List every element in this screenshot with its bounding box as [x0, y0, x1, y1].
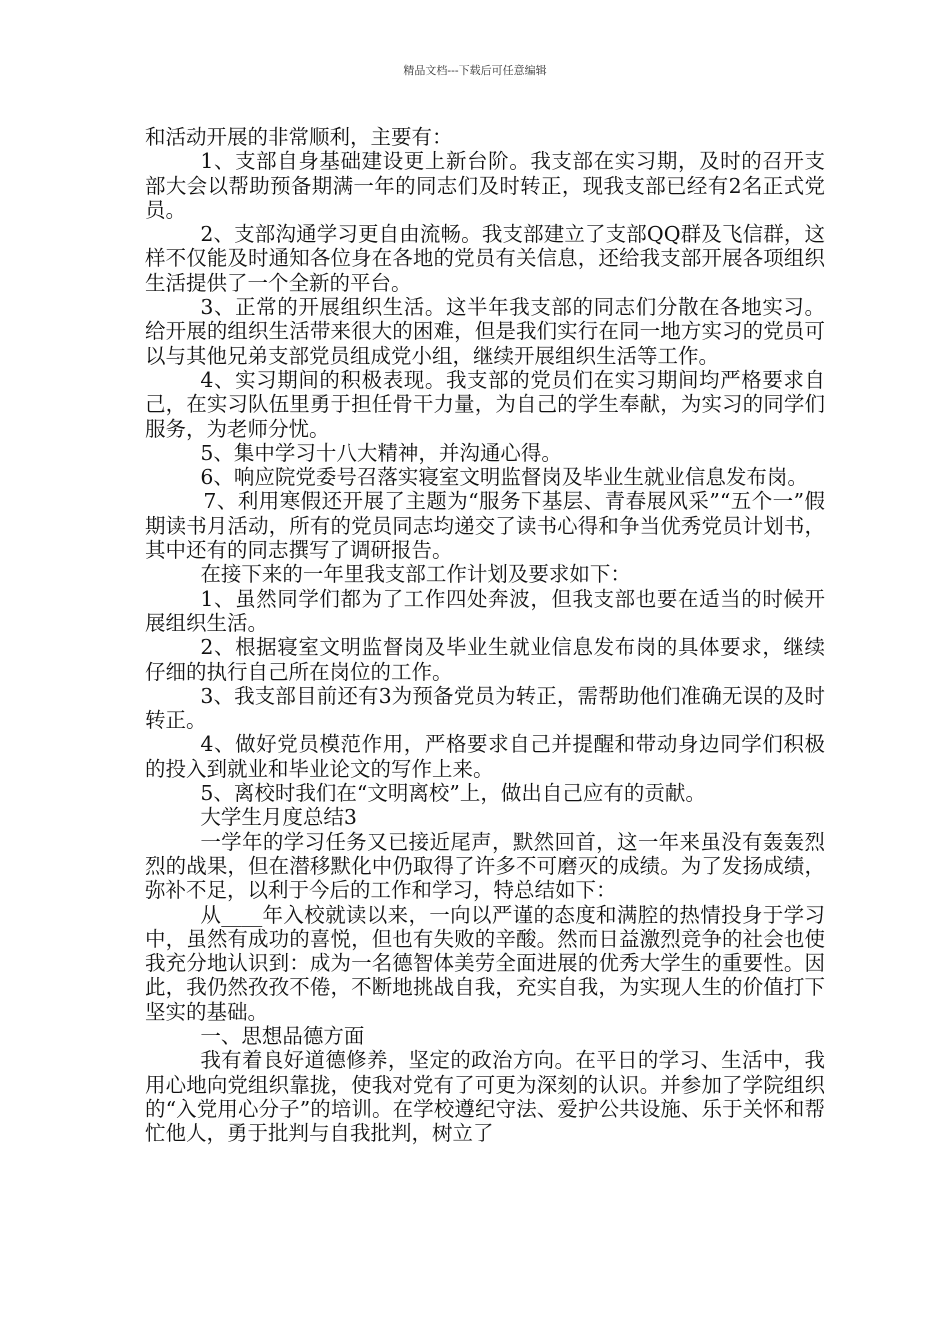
- page-header: 精品文档---下载后可任意编辑: [403, 64, 547, 77]
- paragraph-item: 3、我支部目前还有3为预备党员为转正，需帮助他们准确无误的及时转正。: [145, 683, 825, 733]
- paragraph-item: 5、集中学习十八大精神，并沟通心得。: [200, 440, 562, 465]
- paragraph-item: 1、虽然同学们都为了工作四处奔波，但我支部也要在适当的时候开展组织生活。: [145, 586, 825, 635]
- paragraph-item: 4、实习期间的积极表现。我支部的党员们在实习期间均严格要求自己，在实习队伍里勇于担任骨干力量，为自己的学生奉献，为实习的同学们服务，为老师分忧。: [145, 367, 825, 441]
- paragraph: 我有着良好道德修养，坚定的政治方向。在平日的学习、生活中，我用心地向党组织靠拢，使我对党有了可更为深刻的认识。并参加了学院组织的“入党用心分子”的培训。在学校遵纪守法、爱护公共设施、乐于关怀和帮忙他人，勇于批判与自我批判，树立了: [145, 1048, 825, 1146]
- section-heading: 一、思想品德方面: [200, 1023, 365, 1048]
- paragraph-plan-intro: 在接下来的一年里我支部工作计划及要求如下：: [200, 562, 631, 587]
- paragraph-item: 1、支部自身基础建设更上新台阶。我支部在实习期，及时的召开支部大会以帮助预备期满一年的同志们及时转正，现我支部已经有2名正式党员。: [145, 149, 825, 222]
- paragraph-item: 3、正常的开展组织生活。这半年我支部的同志们分散在各地实习。给开展的组织生活带来很大的困难，但是我们实行在同一地方实习的党员可以与其他兄弟支部党员组成党小组，继续开展组织生活等工作。: [145, 295, 825, 368]
- paragraph-item: 2、支部沟通学习更自由流畅。我支部建立了支部QQ群及飞信群，这样不仅能及时通知各位身在各地的党员有关信息，还给我支部开展各项组织生活提供了一个全新的平台。: [145, 222, 825, 295]
- section-title: 大学生月度总结3: [200, 805, 357, 830]
- paragraph-item: 6、响应院党委号召落实寝室文明监督岗及毕业生就业信息发布岗。: [200, 465, 808, 490]
- paragraph-item: 4、做好党员模范作用，严格要求自己并提醒和带动身边同学们积极的投入到就业和毕业论文的写作上来。: [145, 732, 825, 781]
- paragraph-item: 5、离校时我们在“文明离校”上，做出自己应有的贡献。: [200, 781, 706, 806]
- paragraph-intro: 和活动开展的非常顺利，主要有：: [145, 125, 453, 149]
- paragraph-item: 2、根据寝室文明监督岗及毕业生就业信息发布岗的具体要求，继续仔细的执行自己所在岗位的工作。: [145, 635, 825, 684]
- paragraph-item: 7、利用寒假还开展了主题为“服务下基层、青春展风采”“五个一”假期读书月活动，所有的党员同志均递交了读书心得和争当优秀党员计划书，其中还有的同志撰写了调研报告。: [145, 489, 825, 563]
- paragraph: 一学年的学习任务又已接近尾声，默然回首，这一年来虽没有轰轰烈烈的战果，但在潜移默化中仍取得了许多不可磨灭的成绩。为了发扬成绩，弥补不足，以利于今后的工作和学习，特总结如下：: [145, 829, 825, 903]
- document-body: [145, 125, 825, 1145]
- paragraph: 从____年入校就读以来，一向以严谨的态度和满腔的热情投身于学习中，虽然有成功的喜悦，但也有失败的辛酸。然而日益激烈竞争的社会也使我充分地认识到：成为一名德智体美劳全面进展的优秀大学生的重要性。因此，我仍然孜孜不倦，不断地挑战自我，充实自我，为实现人生的价值打下坚实的基础。: [145, 902, 825, 1024]
